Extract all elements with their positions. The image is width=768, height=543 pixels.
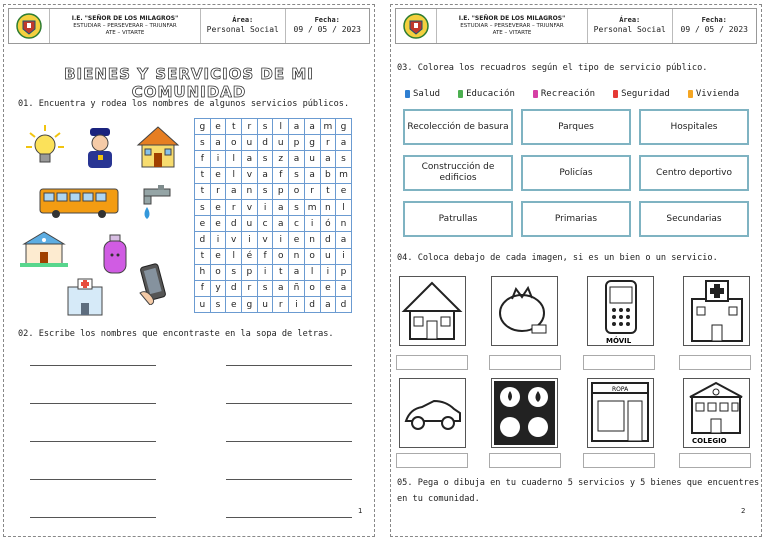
word-search-cell[interactable]: a <box>242 151 258 167</box>
area-cell <box>588 9 673 43</box>
answer-line[interactable] <box>30 479 156 480</box>
word-search-cell[interactable]: é <box>242 248 258 264</box>
word-search-cell[interactable]: g <box>304 135 320 151</box>
car-picture <box>399 378 466 448</box>
word-search-cell[interactable]: o <box>304 280 320 296</box>
mobile-phone-picture <box>587 276 654 346</box>
word-search-cell[interactable]: s <box>195 199 211 215</box>
word-search-cell[interactable]: s <box>336 151 352 167</box>
date-cell <box>673 9 757 43</box>
legend-item-educacion: Educación <box>458 89 515 99</box>
mobile-phone-icon <box>588 277 653 345</box>
answer-box[interactable] <box>679 355 751 370</box>
word-search-cell[interactable]: o <box>273 248 289 264</box>
page-title: BIENES Y SERVICIOS DE MI COMUNIDAD <box>64 65 314 101</box>
hospital-icon <box>62 277 108 317</box>
word-search-cell[interactable]: z <box>273 151 289 167</box>
service-box[interactable]: Primarias <box>521 201 631 237</box>
word-search-row <box>195 297 352 313</box>
word-search-cell[interactable]: l <box>273 119 289 135</box>
word-search-cell[interactable]: s <box>257 183 273 199</box>
answer-box[interactable] <box>489 453 561 468</box>
service-box[interactable]: Patrullas <box>403 201 513 237</box>
store-icon <box>588 379 653 447</box>
word-search-cell[interactable]: i <box>289 297 305 313</box>
word-search-cell[interactable]: l <box>226 151 242 167</box>
word-search-row <box>195 135 352 151</box>
answer-line[interactable] <box>226 479 352 480</box>
school-location: ATE – VITARTE <box>105 29 145 36</box>
answer-line[interactable] <box>226 403 352 404</box>
word-search-cell[interactable]: t <box>195 183 211 199</box>
school-building-icon <box>684 379 749 447</box>
page-number: 1 <box>358 507 363 515</box>
service-box[interactable]: Policías <box>521 155 631 191</box>
color-legend <box>405 89 739 99</box>
word-search-cell[interactable]: s <box>257 280 273 296</box>
word-search-row <box>195 232 352 248</box>
word-search-row <box>195 248 352 264</box>
word-search-cell[interactable]: g <box>195 119 211 135</box>
word-search-cell[interactable]: r <box>304 183 320 199</box>
service-box[interactable]: Secundarias <box>639 201 749 237</box>
word-search-row <box>195 199 352 215</box>
word-search-cell[interactable]: u <box>195 297 211 313</box>
word-search-cell[interactable]: a <box>336 135 352 151</box>
area-cell <box>201 9 286 43</box>
color-swatch-icon <box>533 90 538 98</box>
page-number: 2 <box>741 507 746 515</box>
page-header <box>8 8 370 44</box>
movil-label: MÓVIL <box>606 337 632 345</box>
school-name: I.E. "SEÑOR DE LOS MILAGROS" <box>458 15 566 23</box>
word-search-cell[interactable]: a <box>336 280 352 296</box>
worksheet-page-2 <box>390 4 762 537</box>
utilities-icon <box>492 379 557 447</box>
public-services-picture <box>491 378 558 448</box>
word-search-cell[interactable]: e <box>320 280 336 296</box>
word-search-cell[interactable]: i <box>257 264 273 280</box>
word-search-cell[interactable]: m <box>304 199 320 215</box>
word-search-cell[interactable]: e <box>210 167 226 183</box>
answer-box[interactable] <box>583 355 655 370</box>
date-label: Fecha: <box>314 16 340 25</box>
word-search-row <box>195 264 352 280</box>
service-box[interactable]: Centro deportivo <box>639 155 749 191</box>
word-search-cell[interactable]: i <box>210 151 226 167</box>
answer-box[interactable] <box>396 453 468 468</box>
word-search-cell[interactable]: p <box>273 183 289 199</box>
word-search-cell[interactable]: o <box>226 135 242 151</box>
word-search-cell[interactable]: n <box>304 232 320 248</box>
word-search-cell[interactable]: l <box>226 167 242 183</box>
word-search-cell[interactable]: v <box>242 199 258 215</box>
word-search-cell[interactable]: u <box>242 216 258 232</box>
word-search-cell[interactable]: l <box>226 248 242 264</box>
word-search-row <box>195 216 352 232</box>
word-search-row <box>195 151 352 167</box>
word-search-cell[interactable]: f <box>273 167 289 183</box>
house-picture <box>399 276 466 346</box>
colegio-label: COLEGIO <box>692 437 727 445</box>
word-search-cell[interactable]: t <box>226 119 242 135</box>
school-info <box>437 9 588 43</box>
ropa-label: ROPA <box>612 386 629 393</box>
word-search-cell[interactable]: i <box>273 232 289 248</box>
word-search-cell[interactable]: e <box>336 183 352 199</box>
car-icon <box>400 379 465 447</box>
word-search-cell[interactable]: v <box>226 232 242 248</box>
word-search-cell[interactable]: r <box>273 297 289 313</box>
question-5: 05. Pega o dibuja en tu cuaderno 5 servicios y 5 bienes que encuentres <box>397 478 760 488</box>
service-box[interactable]: Hospitales <box>639 109 749 145</box>
date-cell <box>286 9 370 43</box>
word-search-cell[interactable]: s <box>289 167 305 183</box>
word-search-cell[interactable]: s <box>210 297 226 313</box>
word-search-cell[interactable]: r <box>242 280 258 296</box>
word-search-cell[interactable]: ñ <box>289 280 305 296</box>
word-search-cell[interactable]: r <box>226 199 242 215</box>
word-search-cell[interactable]: v <box>257 232 273 248</box>
answer-line[interactable] <box>226 365 352 366</box>
word-search-cell[interactable]: a <box>210 135 226 151</box>
word-search-cell[interactable]: m <box>320 119 336 135</box>
question-5-continued: en tu comunidad. <box>397 494 480 504</box>
word-search-cell[interactable]: d <box>226 216 242 232</box>
school-motto: ESTUDIAR – PERSEVERAR – TRIUNFAR <box>73 22 177 29</box>
word-search-cell[interactable]: a <box>226 183 242 199</box>
area-value: Personal Social <box>593 25 666 35</box>
word-search-cell[interactable]: d <box>304 297 320 313</box>
trash-bag-icon <box>492 277 557 345</box>
word-search-cell[interactable]: s <box>257 119 273 135</box>
question-4: 04. Coloca debajo de cada imagen, si es un bien o un servicio. <box>397 253 718 263</box>
word-search-cell[interactable]: i <box>257 199 273 215</box>
date-value: 09 / 05 / 2023 <box>680 25 748 35</box>
word-search-cell[interactable]: r <box>320 135 336 151</box>
hospital-picture <box>683 276 750 346</box>
word-search-cell[interactable]: n <box>242 183 258 199</box>
word-search-cell[interactable]: s <box>257 151 273 167</box>
word-search-cell[interactable]: d <box>336 297 352 313</box>
word-search-cell[interactable]: a <box>304 119 320 135</box>
word-search-cell[interactable]: y <box>210 280 226 296</box>
worksheet-page-1 <box>3 4 375 537</box>
area-label: Área: <box>232 16 254 25</box>
word-search-cell[interactable]: s <box>226 264 242 280</box>
word-search-cell[interactable]: n <box>336 216 352 232</box>
word-search-cell[interactable]: f <box>257 248 273 264</box>
answer-line[interactable] <box>30 441 156 442</box>
color-swatch-icon <box>405 90 410 98</box>
date-label: Fecha: <box>701 16 727 25</box>
word-search-cell[interactable]: n <box>289 248 305 264</box>
word-search-cell[interactable]: d <box>257 135 273 151</box>
service-box[interactable]: Parques <box>521 109 631 145</box>
word-search-cell[interactable]: a <box>336 232 352 248</box>
school-logo <box>9 9 50 43</box>
word-search-cell[interactable]: u <box>320 248 336 264</box>
word-search-cell[interactable]: h <box>195 264 211 280</box>
word-search-cell[interactable]: r <box>210 183 226 199</box>
word-search-cell[interactable]: b <box>320 167 336 183</box>
lightbulb-icon <box>24 123 66 169</box>
word-search-cell[interactable]: l <box>336 199 352 215</box>
school-info <box>50 9 201 43</box>
word-search-cell[interactable]: a <box>289 151 305 167</box>
word-search-row <box>195 280 352 296</box>
word-search-cell[interactable]: f <box>195 280 211 296</box>
word-search-cell[interactable]: c <box>257 216 273 232</box>
color-swatch-icon <box>613 90 618 98</box>
school-logo <box>396 9 437 43</box>
word-search-cell[interactable]: o <box>210 264 226 280</box>
word-search-cell[interactable]: u <box>304 151 320 167</box>
word-search-cell[interactable]: e <box>210 248 226 264</box>
school-name: I.E. "SEÑOR DE LOS MILAGROS" <box>71 15 179 23</box>
word-search-cell[interactable]: i <box>320 264 336 280</box>
word-search-cell[interactable]: p <box>242 264 258 280</box>
answer-box[interactable] <box>489 355 561 370</box>
service-box[interactable]: Construcción de edificios <box>403 155 513 191</box>
word-search-cell[interactable]: i <box>336 248 352 264</box>
word-search-cell[interactable]: a <box>273 199 289 215</box>
legend-item-salud: Salud <box>405 89 440 99</box>
word-search-cell[interactable]: e <box>210 199 226 215</box>
clothing-store-picture <box>587 378 654 448</box>
answer-line[interactable] <box>226 517 352 518</box>
word-search-cell[interactable]: u <box>257 297 273 313</box>
word-search-cell[interactable]: l <box>304 264 320 280</box>
garbage-picture <box>491 276 558 346</box>
answer-line[interactable] <box>30 365 156 366</box>
school-motto: ESTUDIAR – PERSEVERAR – TRIUNFAR <box>460 22 564 29</box>
word-search-cell[interactable]: i <box>210 232 226 248</box>
word-search-cell[interactable]: u <box>242 135 258 151</box>
word-search-cell[interactable]: d <box>320 232 336 248</box>
word-search-cell[interactable]: d <box>195 232 211 248</box>
school-picture <box>683 378 750 448</box>
school-building-icon <box>20 230 68 268</box>
word-search-cell[interactable]: a <box>304 167 320 183</box>
answer-box[interactable] <box>679 453 751 468</box>
hospital-icon <box>684 277 749 345</box>
service-box[interactable]: Recolección de basura <box>403 109 513 145</box>
word-search-cell[interactable]: ó <box>320 216 336 232</box>
word-search-cell[interactable]: m <box>336 167 352 183</box>
answer-box[interactable] <box>396 355 468 370</box>
word-search-cell[interactable]: e <box>195 216 211 232</box>
word-search-cell[interactable]: a <box>320 151 336 167</box>
word-search-cell[interactable]: a <box>289 264 305 280</box>
house-icon <box>136 125 180 169</box>
word-search-row <box>195 119 352 135</box>
answer-box[interactable] <box>583 453 655 468</box>
question-1: 01. Encuentra y rodea los nombres de algunos servicios públicos. <box>18 99 350 109</box>
word-search-cell[interactable]: e <box>210 119 226 135</box>
word-search-cell[interactable]: t <box>195 248 211 264</box>
answer-line[interactable] <box>30 403 156 404</box>
word-search-grid <box>194 118 352 313</box>
word-search-cell[interactable]: a <box>289 119 305 135</box>
legend-item-recreacion: Recreación <box>533 89 595 99</box>
bus-icon <box>38 185 120 219</box>
word-search-cell[interactable]: u <box>273 135 289 151</box>
area-value: Personal Social <box>206 25 279 35</box>
word-search-cell[interactable]: d <box>226 280 242 296</box>
legend-item-vivienda: Vivienda <box>688 89 739 99</box>
word-search-cell[interactable]: e <box>289 232 305 248</box>
word-search-row <box>195 167 352 183</box>
word-search-cell[interactable]: g <box>242 297 258 313</box>
word-search-row <box>195 183 352 199</box>
gas-cylinder-icon <box>100 233 130 275</box>
word-search-cell[interactable]: a <box>320 297 336 313</box>
word-search-cell[interactable]: s <box>195 135 211 151</box>
word-search-cell[interactable]: f <box>195 151 211 167</box>
word-search-cell[interactable]: o <box>304 248 320 264</box>
word-search-cell[interactable]: a <box>273 280 289 296</box>
word-search-cell[interactable]: t <box>273 264 289 280</box>
word-search-cell[interactable]: e <box>210 216 226 232</box>
answer-line[interactable] <box>226 441 352 442</box>
mobile-phone-icon <box>136 263 170 305</box>
word-search-cell[interactable]: s <box>289 199 305 215</box>
word-search-cell[interactable]: i <box>304 216 320 232</box>
word-search-cell[interactable]: p <box>336 264 352 280</box>
color-swatch-icon <box>458 90 463 98</box>
word-search-cell[interactable]: t <box>320 183 336 199</box>
date-value: 09 / 05 / 2023 <box>293 25 361 35</box>
legend-item-seguridad: Seguridad <box>613 89 670 99</box>
school-location: ATE – VITARTE <box>492 29 532 36</box>
water-faucet-icon <box>136 183 176 223</box>
color-swatch-icon <box>688 90 693 98</box>
police-officer-icon <box>82 126 118 170</box>
word-search-cell[interactable]: o <box>289 183 305 199</box>
word-search-cell[interactable]: v <box>242 167 258 183</box>
area-label: Área: <box>619 16 641 25</box>
word-search-cell[interactable]: a <box>257 167 273 183</box>
answer-line[interactable] <box>30 517 156 518</box>
house-icon <box>400 277 465 345</box>
word-search-cell[interactable]: g <box>336 119 352 135</box>
question-2: 02. Escribe los nombres que encontraste en la sopa de letras. <box>18 329 334 339</box>
word-search-cell[interactable]: e <box>226 297 242 313</box>
word-search-cell[interactable]: i <box>242 232 258 248</box>
word-search-cell[interactable]: c <box>289 216 305 232</box>
question-3: 03. Colorea los recuadros según el tipo de servicio público. <box>397 63 708 73</box>
word-search-cell[interactable]: r <box>242 119 258 135</box>
word-search-cell[interactable]: p <box>289 135 305 151</box>
word-search-cell[interactable]: a <box>273 216 289 232</box>
page-header <box>395 8 757 44</box>
word-search-cell[interactable]: t <box>195 167 211 183</box>
word-search-cell[interactable]: n <box>320 199 336 215</box>
